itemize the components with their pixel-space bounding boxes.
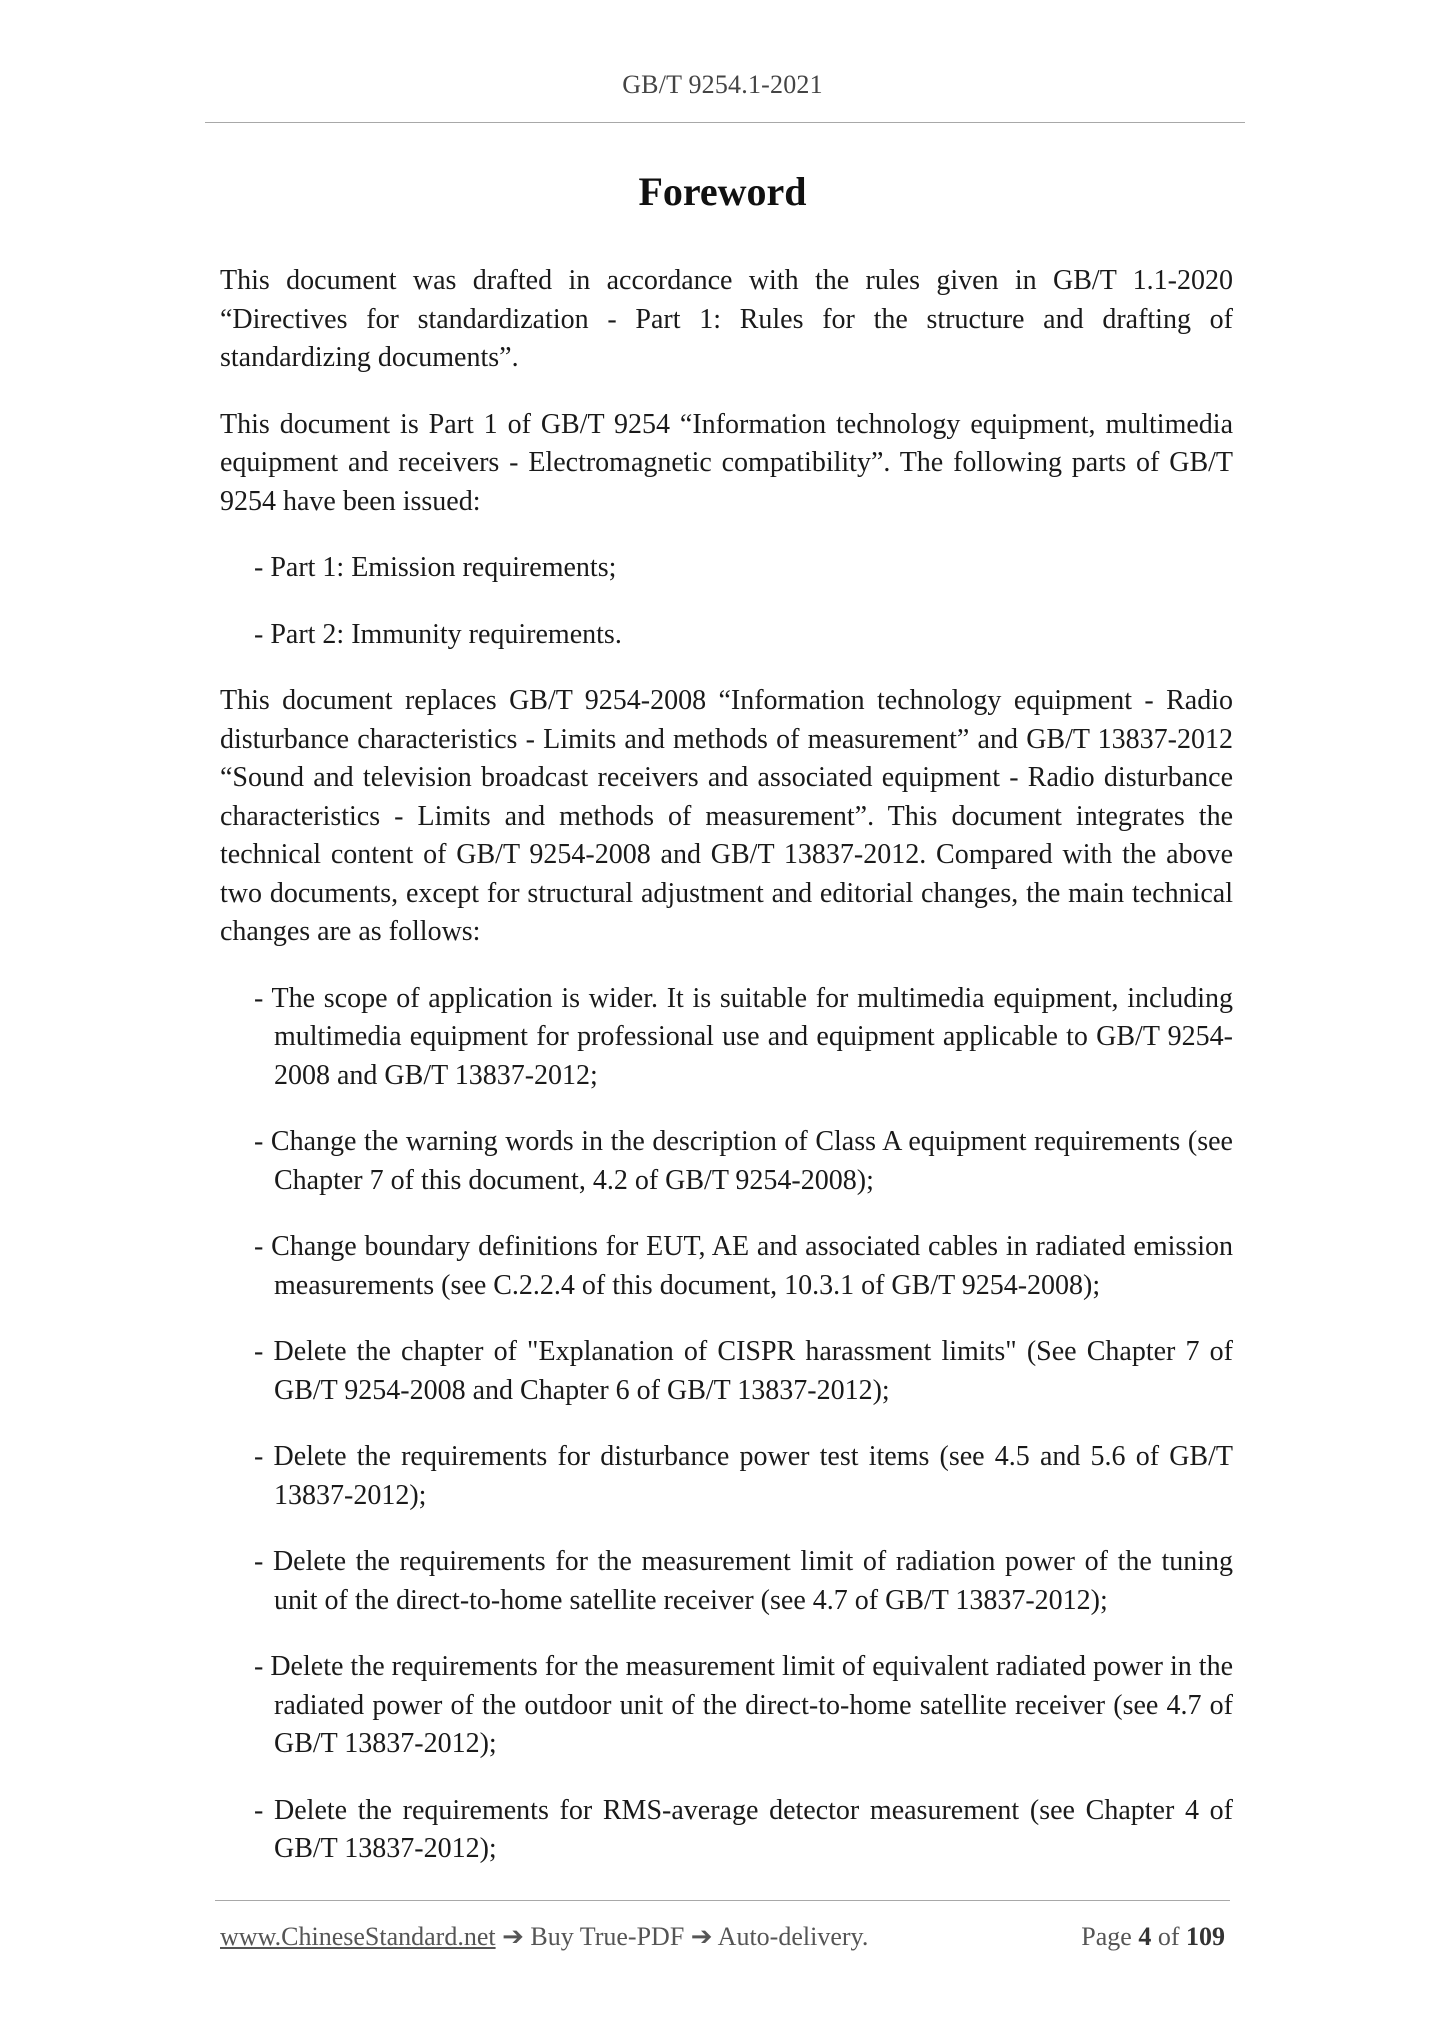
page-label: Page (1081, 1922, 1132, 1951)
footer-promo (220, 1922, 868, 1952)
paragraph-drafting-rules: This document was drafted in accordance with the rules given in GB/T 1.1-2020 “Directives for standardization - Part 1: Rules for the structure and drafting of standardizing documents”. (220, 265, 1233, 373)
list-item-change: - Delete the requirements for the measurement limit of equivalent radiated power in the radiated power of the outdoor unit of the direct-to-home satellite receiver (see 4.7 of GB/T 13837-2012); (254, 1651, 1233, 1759)
page-current: 4 (1138, 1922, 1152, 1951)
list-item-change: - Delete the chapter of "Explanation of CISPR harassment limits" (See Chapter 7 of GB/T 9254-2008 and Chapter 6 of GB/T 13837-2012); (254, 1336, 1233, 1406)
paragraph-part-description: This document is Part 1 of GB/T 9254 “Information technology equipment, multimedia equipment and receivers - Electromagnetic compatibility”. The following parts of GB/T 9254 have been issued: (220, 408, 1233, 517)
list-item-part-1: - Part 1: Emission requirements; (254, 552, 617, 583)
list-item-change: - Change the warning words in the description of Class A equipment requirements (see Chapter 7 of this document, 4.2 of GB/T 9254-2008); (254, 1126, 1233, 1196)
buy-pdf-text: Buy True-PDF (530, 1922, 685, 1951)
list-item-change: - Delete the requirements for disturbance power test items (see 4.5 and 5.6 of GB/T 13837-2012); (254, 1441, 1233, 1511)
website-link[interactable]: www.ChineseStandard.net (220, 1922, 496, 1951)
list-item-change: - The scope of application is wider. It is suitable for multimedia equipment, including multimedia equipment for professional use and equipment applicable to GB/T 9254-2008 and GB/T 13837-2012; (254, 982, 1233, 1091)
auto-delivery-text: Auto-delivery. (717, 1922, 869, 1951)
arrow-right-icon: ➔ (690, 1922, 713, 1951)
document-code-header: GB/T 9254.1-2021 (622, 70, 823, 99)
document-body (220, 262, 1233, 1897)
arrow-right-icon: ➔ (502, 1922, 524, 1951)
list-item-part-2: - Part 2: Immunity requirements. (254, 618, 622, 650)
header-divider (205, 122, 1245, 123)
page-total: 109 (1186, 1922, 1225, 1951)
page-of-label: of (1157, 1922, 1180, 1951)
footer-divider (215, 1900, 1230, 1901)
list-item-change: - Change boundary definitions for EUT, AE and associated cables in radiated emission measurements (see C.2.2.4 of this document, 10.3.1 of GB/T 9254-2008); (254, 1231, 1233, 1301)
list-item-change: - Delete the requirements for the measurement limit of radiation power of the tuning unit of the direct-to-home satellite receiver (see 4.7 of GB/T 13837-2012); (254, 1546, 1233, 1616)
page-title: Foreword (638, 169, 807, 214)
page-number (1081, 1922, 1225, 1952)
list-item-change: - Delete the requirements for RMS-average detector measurement (see Chapter 4 of GB/T 13837-2012); (254, 1794, 1233, 1864)
paragraph-replacement: This document replaces GB/T 9254-2008 “Information technology equipment - Radio disturbance characteristics - Limits and methods of measurement” and GB/T 13837-2012 “Sound and television broadcast receivers and associated equipment - Radio disturbance characteristics - Limits and methods of measurement”. This document integrates the technical content of GB/T 9254-2008 and GB/T 13837-2012. Compared with the above two documents, except for structural adjustment and editorial changes, the main technical changes are as follows: (220, 685, 1233, 947)
